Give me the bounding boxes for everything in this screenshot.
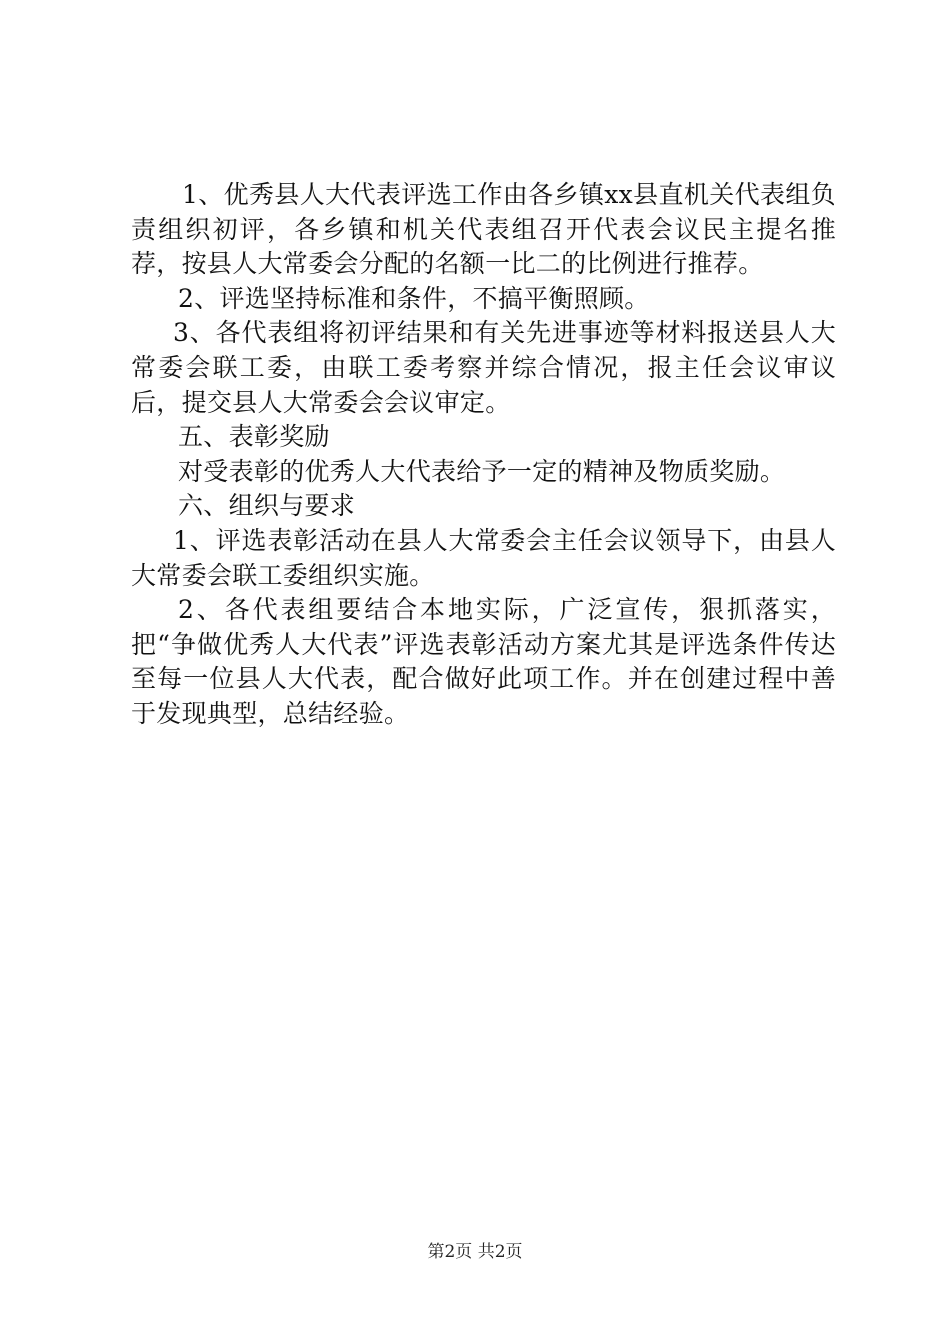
paragraph-selection-standard: 2、评选坚持标准和条件，不搞平衡照顾。 (178, 283, 650, 313)
document-body (131, 178, 836, 732)
paragraph-rewards: 对受表彰的优秀人大代表给予一定的精神及物质奖励。 (178, 456, 786, 486)
page-number-label: 第2页 共2页 (427, 1242, 523, 1262)
section-heading-rewards: 五、表彰奖励 (178, 422, 330, 452)
page-footer (0, 1240, 950, 1264)
paragraph-selection-review: 3、各代表组将初评结果和有关先进事迹等材料报送县人大常委会联工委，由联工委考察并综合情况，报主任会议审议后，提交县人大常委会会议审定。 (131, 318, 836, 417)
paragraph-organization-implementation: 2、各代表组要结合本地实际，广泛宣传，狠抓落实，把“争做优秀人大代表”评选表彰活动方案尤其是评选条件传达至每一位县人大代表，配合做好此项工作。并在创建过程中善于发现典型，总结经验。 (131, 595, 836, 728)
paragraph-selection-process: 1、优秀县人大代表评选工作由各乡镇xx县直机关代表组负责组织初评，各乡镇和机关代表组召开代表会议民主提名推荐，按县人大常委会分配的名额一比二的比例进行推荐。 (131, 180, 836, 279)
section-heading-organization: 六、组织与要求 (178, 491, 356, 521)
paragraph-organization-leadership: 1、评选表彰活动在县人大常委会主任会议领导下，由县人大常委会联工委组织实施。 (131, 525, 836, 590)
